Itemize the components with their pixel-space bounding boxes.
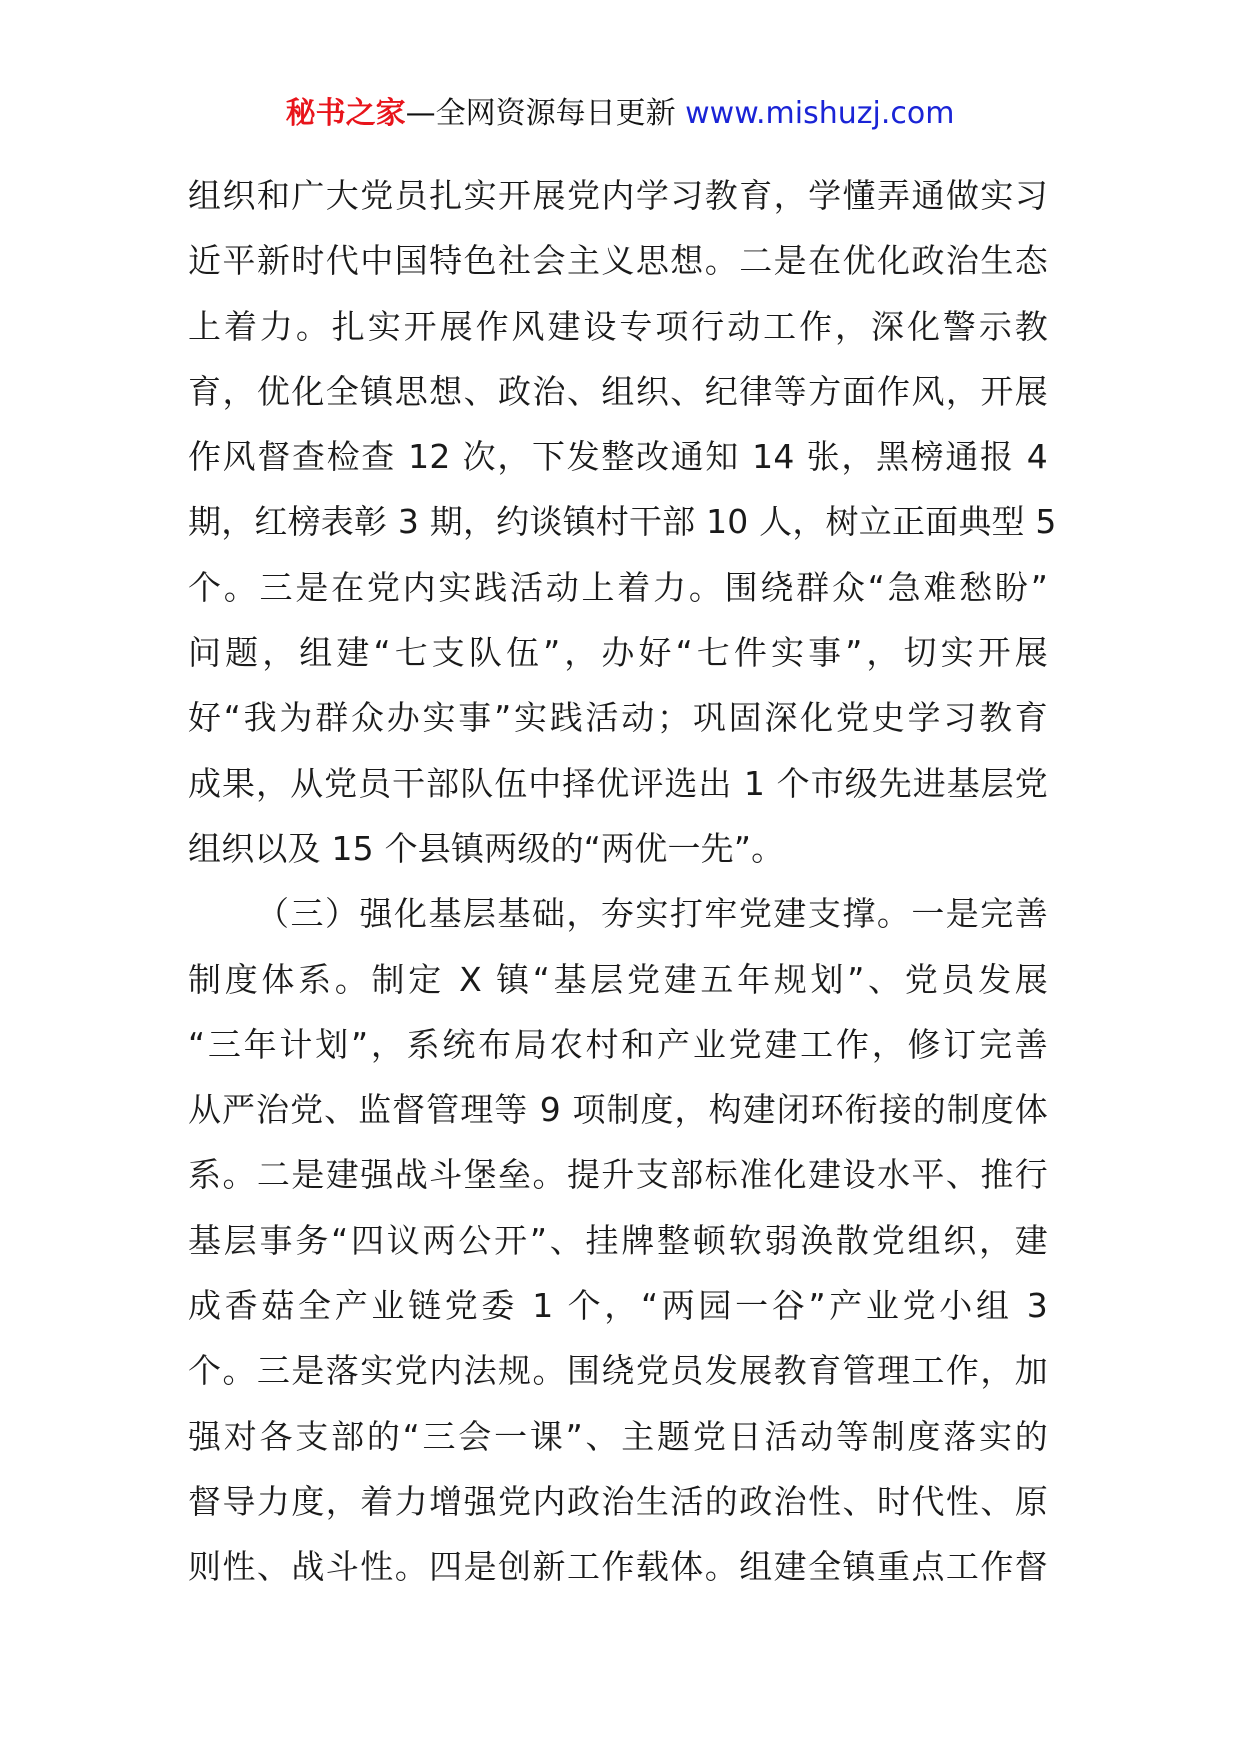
text-line: 上着力。扎实开展作风建设专项行动工作，深化警示教 [188, 306, 1048, 346]
text-line: 从严治党、监督管理等 9 项制度，构建闭环衔接的制度体 [188, 1090, 1048, 1130]
document-body [188, 163, 1057, 1600]
text-line: 基层事务“四议两公开”、挂牌整顿软弱涣散党组织，建 [188, 1220, 1048, 1260]
text-line: 成果，从党员干部队伍中择优评选出 1 个市级先进基层党 [188, 763, 1048, 803]
text-line: 作风督查检查 12 次，下发整改通知 14 张，黑榜通报 4 [188, 437, 1048, 477]
section-heading-line: （三）强化基层基础，夯实打牢党建支撑。一是完善 [256, 894, 1048, 934]
text-line: 组织和广大党员扎实开展党内学习教育，学懂弄通做实习 [188, 176, 1048, 215]
text-line: 近平新时代中国特色社会主义思想。二是在优化政治生态 [188, 241, 1048, 281]
text-line: 问题，组建“七支队伍”，办好“七件实事”，切实开展 [188, 633, 1048, 673]
text-line: 制度体系。制定 X 镇“基层党建五年规划”、党员发展 [188, 959, 1048, 999]
text-line: 期，红榜表彰 3 期，约谈镇村干部 10 人，树立正面典型 5 [188, 502, 1057, 542]
text-line: 个。三是落实党内法规。围绕党员发展教育管理工作，加 [188, 1351, 1048, 1391]
brand-name: 秘书之家 [285, 96, 406, 131]
text-line: 好“我为群众办实事”实践活动；巩固深化党史学习教育 [188, 698, 1048, 738]
text-line: 组织以及 15 个县镇两级的“两优一先”。 [188, 828, 785, 868]
text-line: 系。二是建强战斗堡垒。提升支部标准化建设水平、推行 [188, 1155, 1048, 1195]
text-line: 则性、战斗性。四是创新工作载体。组建全镇重点工作督 [188, 1547, 1048, 1587]
site-header [0, 92, 1240, 136]
text-line: 督导力度，着力增强党内政治生活的政治性、时代性、原 [188, 1481, 1048, 1521]
header-url-link[interactable]: www.mishuzj.com [685, 96, 955, 131]
text-line: 个。三是在党内实践活动上着力。围绕群众“急难愁盼” [188, 567, 1048, 607]
text-line: 成香菇全产业链党委 1 个，“两园一谷”产业党小组 3 [188, 1286, 1048, 1326]
text-line: “三年计划”，系统布局农村和产业党建工作，修订完善 [188, 1024, 1048, 1064]
header-slogan: —全网资源每日更新 [405, 96, 676, 131]
text-line: 强对各支部的“三会一课”、主题党日活动等制度落实的 [188, 1416, 1048, 1456]
text-line: 育，优化全镇思想、政治、组织、纪律等方面作风，开展 [188, 371, 1048, 411]
